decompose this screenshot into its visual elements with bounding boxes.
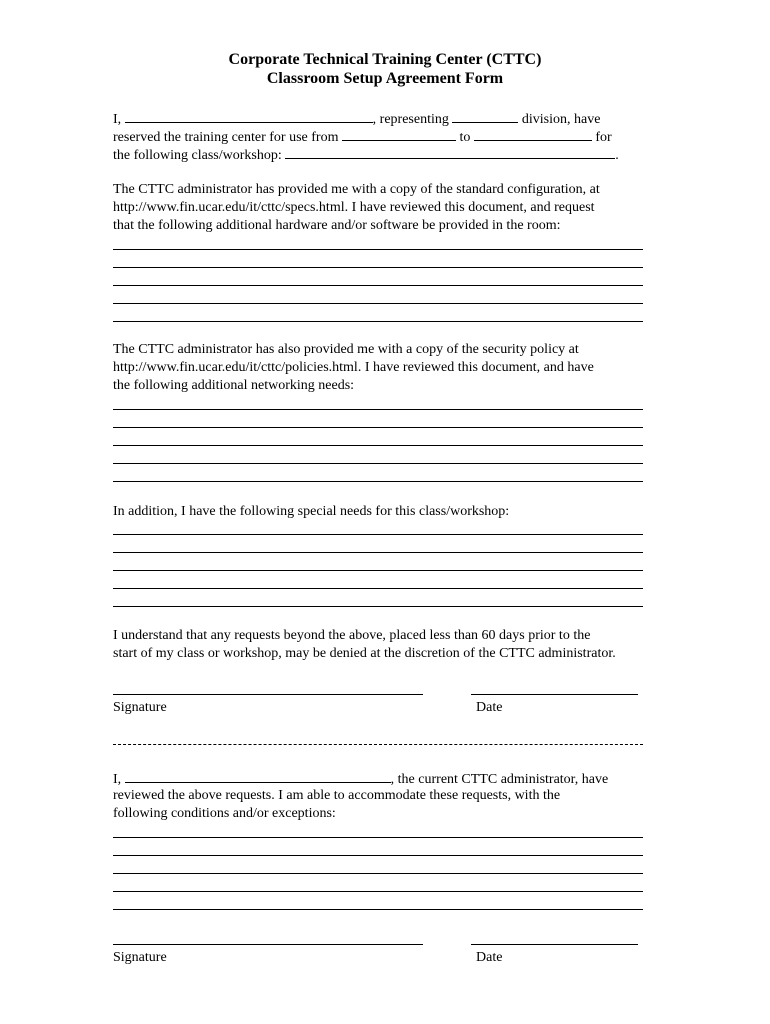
networking-response-line[interactable] [113,409,643,410]
intro-reserved-text: reserved the training center for use from [113,130,339,145]
hardware-text-line-1: The CTTC administrator has provided me with a copy of the standard configuration, at [113,182,600,197]
start-date-field[interactable] [342,127,456,141]
networking-response-line[interactable] [113,463,643,464]
form-subtitle: Classroom Setup Agreement Form [266,70,504,87]
special-needs-response-line[interactable] [113,552,643,553]
admin-date-field[interactable] [471,944,638,945]
admin-text-line-3: following conditions and/or exceptions: [113,806,336,821]
admin-conditions-line[interactable] [113,837,643,838]
networking-response-line[interactable] [113,427,643,428]
requester-date-label: Date [476,700,503,715]
admin-name-field[interactable] [125,769,391,783]
requester-date-field[interactable] [471,694,638,695]
intro-period: . [615,148,619,163]
intro-to-text: to [459,130,471,145]
end-date-field[interactable] [474,127,592,141]
admin-role-text: , the current CTTC administrator, have [390,772,609,787]
understanding-text-line-2: start of my class or workshop, may be denied at the discretion of the CTTC administrator. [113,646,616,661]
section-separator [113,744,643,745]
division-field[interactable] [452,109,518,123]
special-needs-response-line[interactable] [113,534,643,535]
intro-representing-text: , representing [372,112,449,127]
admin-line-1 [113,769,608,789]
hardware-text-line-2: http://www.fin.ucar.edu/it/cttc/specs.html. I have reviewed this document, and request [113,200,595,215]
networking-text-line-1: The CTTC administrator has also provided me with a copy of the security policy at [113,342,579,357]
intro-line-3 [113,145,619,165]
special-needs-response-line[interactable] [113,570,643,571]
networking-text-line-3: the following additional networking needs: [113,378,355,393]
name-field[interactable] [125,109,373,123]
intro-for-text: for [595,130,612,145]
intro-following-text: the following class/workshop: [113,148,282,163]
admin-conditions-line[interactable] [113,891,643,892]
admin-signature-label: Signature [113,950,167,965]
special-needs-text: In addition, I have the following special needs for this class/workshop: [113,504,510,519]
admin-signature-field[interactable] [113,944,423,945]
admin-conditions-line[interactable] [113,873,643,874]
hardware-response-line[interactable] [113,303,643,304]
intro-division-text: division, have [521,112,601,127]
special-needs-response-line[interactable] [113,606,643,607]
hardware-text-line-3: that the following additional hardware and/or software be provided in the room: [113,218,561,233]
class-workshop-field[interactable] [285,145,615,159]
admin-conditions-line[interactable] [113,855,643,856]
hardware-response-line[interactable] [113,321,643,322]
form-title: Corporate Technical Training Center (CTTC) [228,51,542,68]
intro-i-text: I, [113,112,122,127]
hardware-response-line[interactable] [113,267,643,268]
admin-i-text: I, [113,772,122,787]
requester-signature-label: Signature [113,700,167,715]
networking-response-line[interactable] [113,445,643,446]
requester-signature-field[interactable] [113,694,423,695]
admin-text-line-2: reviewed the above requests. I am able to accommodate these requests, with the [113,788,561,803]
understanding-text-line-1: I understand that any requests beyond the above, placed less than 60 days prior to the [113,628,591,643]
intro-line-2 [113,127,612,147]
admin-conditions-line[interactable] [113,909,643,910]
networking-text-line-2: http://www.fin.ucar.edu/it/cttc/policies.html. I have reviewed this document, and have [113,360,594,375]
special-needs-response-line[interactable] [113,588,643,589]
intro-line-1 [113,109,600,129]
hardware-response-line[interactable] [113,249,643,250]
networking-response-line[interactable] [113,481,643,482]
admin-date-label: Date [476,950,503,965]
hardware-response-line[interactable] [113,285,643,286]
